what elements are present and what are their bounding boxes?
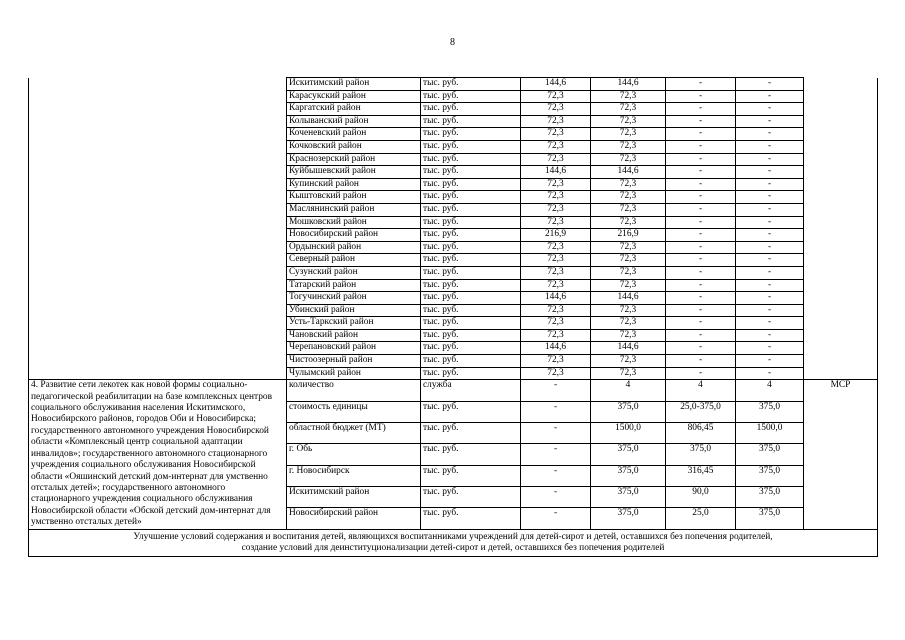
district-value-v4: - [736, 140, 804, 153]
district-name: Тогучинский район [287, 292, 421, 305]
measure4-value-v3: 25,0-375,0 [666, 401, 736, 422]
measure4-name: стоимость единицы [287, 401, 421, 422]
district-value-v4: - [736, 178, 804, 191]
district-value-v4: - [736, 304, 804, 317]
district-unit: тыс. руб. [421, 266, 521, 279]
district-unit: тыс. руб. [421, 103, 521, 116]
district-name: Мошковский район [287, 216, 421, 229]
measure4-unit: тыс. руб. [421, 401, 521, 422]
district-value-v3: - [666, 304, 736, 317]
district-value-v3: - [666, 178, 736, 191]
district-value-v1: 72,3 [521, 241, 591, 254]
district-value-v2: 72,3 [591, 266, 666, 279]
measure4-unit: тыс. руб. [421, 508, 521, 529]
district-value-v4: - [736, 254, 804, 267]
measure4-name: г. Обь [287, 444, 421, 465]
district-value-v4: - [736, 317, 804, 330]
district-value-v2: 72,3 [591, 355, 666, 368]
measure4-value-v4: 4 [736, 380, 804, 401]
measure4-description: 4. Развитие сети лекотек как новой формы социально-педагогической реабилитации на базе комплексных центров социального обслуживания населения Искитимского, Новосибирского районов, городов Оби и Новосибирска; государственного автономного учреждения Новосибирской области «Комплексный центр социальной адаптации инвалидов»; государственного автономного стационарного учреждения социального обслуживания Новосибирской области «Ояшинский детский дом-интернат для умственно отсталых детей»; государственного автономного стационарного учреждения социального обслуживания Новосибирской области «Обской детский дом-интернат для умственно отсталых детей» [29, 380, 287, 529]
measure4-value-v3: 90,0 [666, 486, 736, 507]
district-value-v2: 72,3 [591, 153, 666, 166]
district-value-v3: - [666, 355, 736, 368]
district-name: Коченевский район [287, 128, 421, 141]
measure4-value-v4: 375,0 [736, 486, 804, 507]
district-value-v1: 72,3 [521, 317, 591, 330]
district-unit: тыс. руб. [421, 90, 521, 103]
district-name: Сузунский район [287, 266, 421, 279]
district-name: Убинский район [287, 304, 421, 317]
district-value-v3: - [666, 329, 736, 342]
district-unit: тыс. руб. [421, 229, 521, 242]
district-unit: тыс. руб. [421, 140, 521, 153]
district-value-v1: 144,6 [521, 292, 591, 305]
district-value-v1: 216,9 [521, 229, 591, 242]
district-unit: тыс. руб. [421, 329, 521, 342]
district-value-v3: - [666, 78, 736, 91]
district-value-v1: 72,3 [521, 115, 591, 128]
district-value-v3: - [666, 266, 736, 279]
measure4-value-v2: 375,0 [591, 508, 666, 529]
district-value-v3: - [666, 367, 736, 380]
district-value-v3: - [666, 317, 736, 330]
district-value-v3: - [666, 241, 736, 254]
measure4-value-v2: 4 [591, 380, 666, 401]
district-value-v2: 72,3 [591, 216, 666, 229]
measure4-name: г. Новосибирск [287, 465, 421, 486]
measure4-value-v2: 1500,0 [591, 422, 666, 443]
measure4-value-v1: - [521, 380, 591, 401]
section-heading [29, 529, 878, 557]
district-value-v1: 72,3 [521, 355, 591, 368]
district-value-v2: 72,3 [591, 115, 666, 128]
district-value-v4: - [736, 329, 804, 342]
district-value-v1: 72,3 [521, 304, 591, 317]
district-value-v3: - [666, 279, 736, 292]
district-value-v2: 144,6 [591, 342, 666, 355]
district-value-v1: 72,3 [521, 329, 591, 342]
district-name: Кыштовский район [287, 191, 421, 204]
measure4-value-v4: 375,0 [736, 508, 804, 529]
measure4-name: Искитимский район [287, 486, 421, 507]
district-unit: тыс. руб. [421, 367, 521, 380]
district-value-v1: 144,6 [521, 78, 591, 91]
district-value-v2: 72,3 [591, 279, 666, 292]
measure4-value-v1: - [521, 401, 591, 422]
district-value-v3: - [666, 128, 736, 141]
district-value-v1: 72,3 [521, 103, 591, 116]
district-value-v2: 72,3 [591, 140, 666, 153]
measure4-unit: тыс. руб. [421, 422, 521, 443]
district-unit: тыс. руб. [421, 203, 521, 216]
district-unit: тыс. руб. [421, 279, 521, 292]
district-value-v4: - [736, 342, 804, 355]
district-value-v1: 72,3 [521, 191, 591, 204]
district-value-v4: - [736, 166, 804, 179]
district-value-v2: 72,3 [591, 191, 666, 204]
district-value-v2: 144,6 [591, 292, 666, 305]
district-unit: тыс. руб. [421, 355, 521, 368]
district-value-v4: - [736, 128, 804, 141]
district-value-v3: - [666, 229, 736, 242]
measure4-unit: тыс. руб. [421, 486, 521, 507]
district-value-v1: 72,3 [521, 203, 591, 216]
measure4-value-v2: 375,0 [591, 444, 666, 465]
district-name: Новосибирский район [287, 229, 421, 242]
district-value-v4: - [736, 103, 804, 116]
district-name: Колыванский район [287, 115, 421, 128]
district-value-v3: - [666, 191, 736, 204]
district-unit: тыс. руб. [421, 166, 521, 179]
budget-table [28, 77, 878, 557]
district-value-v3: - [666, 90, 736, 103]
district-value-v1: 72,3 [521, 367, 591, 380]
district-name: Чулымский район [287, 367, 421, 380]
district-unit: тыс. руб. [421, 304, 521, 317]
district-value-v2: 72,3 [591, 317, 666, 330]
measure4-value-v3: 25,0 [666, 508, 736, 529]
page-number: 8 [450, 37, 455, 48]
district-value-v1: 72,3 [521, 279, 591, 292]
section-heading-row [29, 529, 878, 557]
measure4-name: Новосибирский район [287, 508, 421, 529]
measure4-unit: тыс. руб. [421, 444, 521, 465]
district-value-v1: 72,3 [521, 90, 591, 103]
measure4-value-v1: - [521, 508, 591, 529]
district-value-v3: - [666, 216, 736, 229]
district-unit: тыс. руб. [421, 78, 521, 91]
district-value-v2: 72,3 [591, 103, 666, 116]
district-value-v2: 72,3 [591, 367, 666, 380]
district-value-v1: 72,3 [521, 140, 591, 153]
district-unit: тыс. руб. [421, 191, 521, 204]
measure4-value-v1: - [521, 465, 591, 486]
district-name: Искитимский район [287, 78, 421, 91]
district-value-v4: - [736, 241, 804, 254]
district-name: Куйбышевский район [287, 166, 421, 179]
district-unit: тыс. руб. [421, 254, 521, 267]
district-value-v2: 72,3 [591, 128, 666, 141]
district-value-v4: - [736, 115, 804, 128]
measure4-value-v1: - [521, 486, 591, 507]
district-value-v2: 72,3 [591, 178, 666, 191]
district-unit: тыс. руб. [421, 153, 521, 166]
district-value-v2: 216,9 [591, 229, 666, 242]
district-name: Маслянинский район [287, 203, 421, 216]
district-value-v2: 72,3 [591, 90, 666, 103]
district-name: Кочковский район [287, 140, 421, 153]
district-unit: тыс. руб. [421, 128, 521, 141]
district-value-v1: 72,3 [521, 128, 591, 141]
measure4-value-v3: 4 [666, 380, 736, 401]
measure4-value-v3: 375,0 [666, 444, 736, 465]
measure4-value-v1: - [521, 422, 591, 443]
district-unit: тыс. руб. [421, 115, 521, 128]
district-name: Купинский район [287, 178, 421, 191]
measure4-value-v4: 375,0 [736, 444, 804, 465]
measure4-value-v2: 375,0 [591, 401, 666, 422]
district-name: Черепановский район [287, 342, 421, 355]
district-value-v3: - [666, 254, 736, 267]
district-value-v4: - [736, 216, 804, 229]
district-value-v3: - [666, 115, 736, 128]
section-heading-line-1: Улучшение условий содержания и воспитания детей, являющихся воспитанниками учреждений для детей-сирот и детей, оставшихся без попечения родителей, [133, 531, 773, 542]
measure4-executor: МСР [804, 380, 878, 529]
measure4-unit: служба [421, 380, 521, 401]
district-unit: тыс. руб. [421, 292, 521, 305]
district-value-v2: 72,3 [591, 203, 666, 216]
district-name: Каргатский район [287, 103, 421, 116]
measure4-value-v3: 806,45 [666, 422, 736, 443]
district-value-v2: 72,3 [591, 241, 666, 254]
measure-description-cell [29, 78, 287, 380]
district-name: Краснозерский район [287, 153, 421, 166]
district-value-v1: 72,3 [521, 178, 591, 191]
district-value-v1: 72,3 [521, 216, 591, 229]
district-name: Северный район [287, 254, 421, 267]
district-value-v3: - [666, 103, 736, 116]
district-value-v3: - [666, 342, 736, 355]
district-value-v2: 72,3 [591, 329, 666, 342]
district-name: Чистоозерный район [287, 355, 421, 368]
measure4-row [29, 380, 878, 401]
district-value-v3: - [666, 292, 736, 305]
district-value-v3: - [666, 166, 736, 179]
measure4-value-v2: 375,0 [591, 486, 666, 507]
executor-cell [804, 78, 878, 380]
district-value-v2: 144,6 [591, 78, 666, 91]
district-name: Карасукский район [287, 90, 421, 103]
district-name: Ордынский район [287, 241, 421, 254]
district-name: Усть-Таркский район [287, 317, 421, 330]
measure4-value-v4: 1500,0 [736, 422, 804, 443]
district-value-v2: 144,6 [591, 166, 666, 179]
district-value-v4: - [736, 203, 804, 216]
measure4-value-v4: 375,0 [736, 465, 804, 486]
district-unit: тыс. руб. [421, 342, 521, 355]
measure4-value-v4: 375,0 [736, 401, 804, 422]
district-value-v4: - [736, 153, 804, 166]
district-value-v1: 72,3 [521, 254, 591, 267]
district-value-v4: - [736, 292, 804, 305]
district-name: Татарский район [287, 279, 421, 292]
district-row [29, 78, 878, 91]
district-value-v4: - [736, 191, 804, 204]
measure4-value-v2: 375,0 [591, 465, 666, 486]
district-value-v3: - [666, 140, 736, 153]
measure4-value-v3: 316,45 [666, 465, 736, 486]
district-value-v4: - [736, 90, 804, 103]
district-value-v1: 72,3 [521, 266, 591, 279]
district-unit: тыс. руб. [421, 241, 521, 254]
district-value-v2: 72,3 [591, 254, 666, 267]
district-value-v3: - [666, 153, 736, 166]
district-value-v1: 72,3 [521, 153, 591, 166]
district-value-v4: - [736, 355, 804, 368]
measure4-value-v1: - [521, 444, 591, 465]
district-value-v4: - [736, 78, 804, 91]
district-value-v1: 144,6 [521, 342, 591, 355]
section-heading-line-2: создание условий для деинституционализации детей-сирот и детей, оставшихся без попечения родителей [241, 542, 665, 553]
district-name: Чановский район [287, 329, 421, 342]
measure4-name: количество [287, 380, 421, 401]
district-unit: тыс. руб. [421, 178, 521, 191]
district-unit: тыс. руб. [421, 216, 521, 229]
district-value-v1: 144,6 [521, 166, 591, 179]
district-value-v4: - [736, 279, 804, 292]
measure4-name: областной бюджет (МТ) [287, 422, 421, 443]
district-value-v2: 72,3 [591, 304, 666, 317]
district-value-v4: - [736, 229, 804, 242]
measure4-unit: тыс. руб. [421, 465, 521, 486]
district-value-v4: - [736, 367, 804, 380]
district-value-v4: - [736, 266, 804, 279]
district-value-v3: - [666, 203, 736, 216]
district-unit: тыс. руб. [421, 317, 521, 330]
